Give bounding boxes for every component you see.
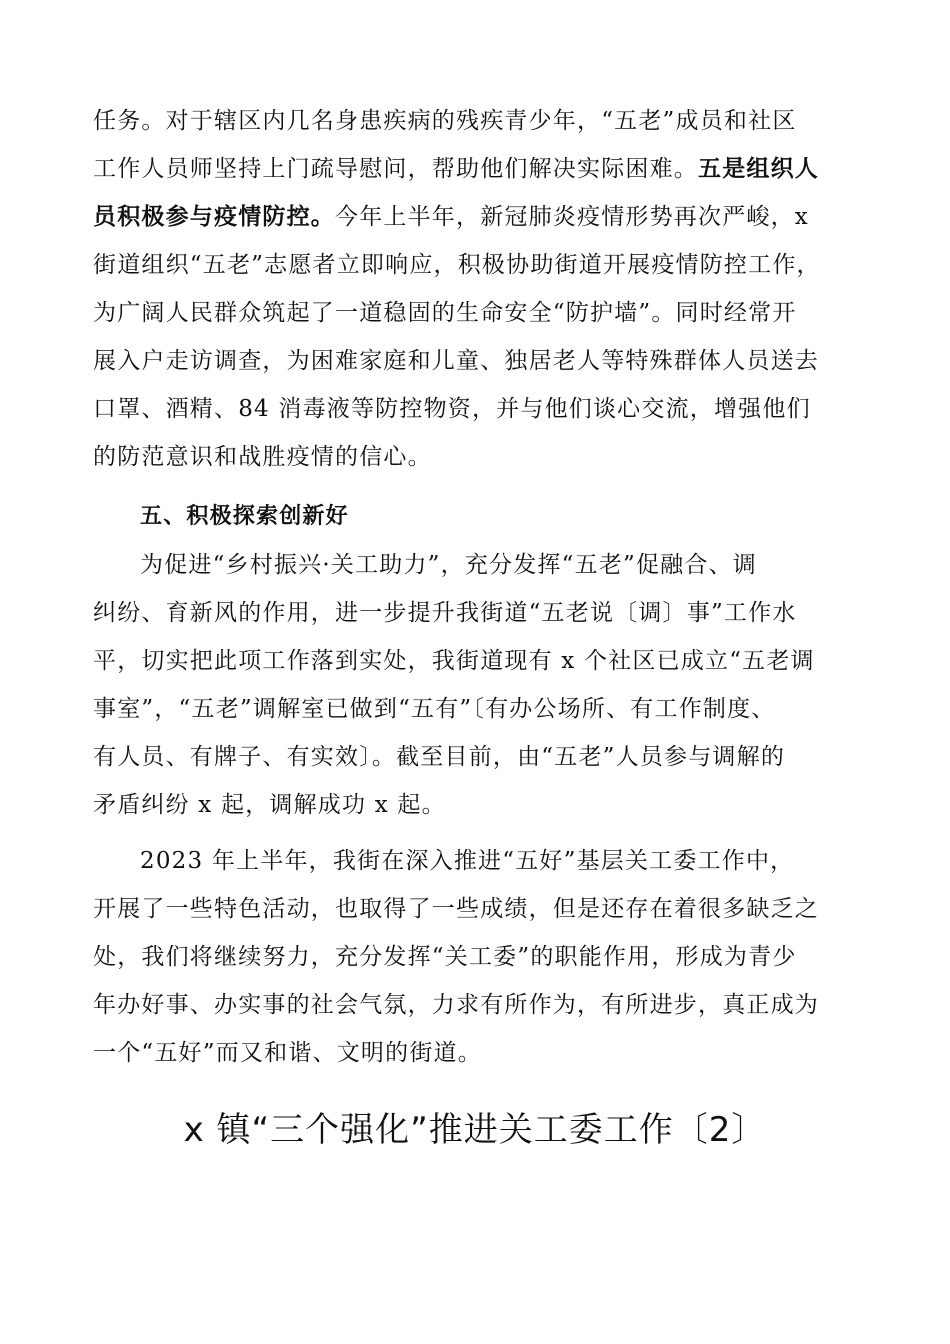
body-line xyxy=(93,646,815,676)
body-line xyxy=(93,106,797,136)
text-run: 任务。对于辖区内几名身患疾病的残疾青少年，“五老”成员和社区 xyxy=(93,108,797,134)
body-line xyxy=(140,550,757,580)
body-line xyxy=(93,346,819,376)
body-line xyxy=(93,598,797,628)
text-run: 处，我们将继续努力，充分发挥“关工委”的职能作用，形成为青少 xyxy=(93,944,797,970)
body-line xyxy=(93,1038,482,1068)
text-run: 开展了一些特色活动，也取得了一些成绩，但是还存在着很多缺乏之 xyxy=(93,896,819,922)
body-line xyxy=(93,742,785,772)
text-run: 的防范意识和战胜疫情的信心。 xyxy=(93,444,432,470)
text-run: 2023 年上半年，我街在深入推进“五好”基层关工委工作中， xyxy=(140,848,795,874)
body-line xyxy=(93,942,797,972)
text-run: 展入户走访调查，为困难家庭和儿童、独居老人等特殊群体人员送去 xyxy=(93,348,819,374)
body-line xyxy=(93,790,446,820)
body-line xyxy=(93,154,819,184)
body-line xyxy=(140,846,794,876)
body-line xyxy=(93,250,821,280)
text-run: 纠纷、育新风的作用，进一步提升我街道“五老说〔调〕事”工作水 xyxy=(93,600,797,626)
section-heading: 五、积极探索创新好 xyxy=(140,504,349,529)
text-run: 一个“五好”而又和谐、文明的街道。 xyxy=(93,1040,482,1066)
text-run: 今年上半年，新冠肺炎疫情形势再次严峻，x xyxy=(335,204,809,230)
body-line xyxy=(93,298,797,328)
bold-text-run: 员积极参与疫情防控。 xyxy=(93,203,335,230)
text-run: 年办好事、办实事的社会气氛，力求有所作为，有所进步，真正成为 xyxy=(93,992,819,1018)
text-run: 街道组织“五老”志愿者立即响应，积极协助街道开展疫情防控工作， xyxy=(93,252,821,278)
body-line xyxy=(93,894,819,924)
text-run: 有人员、有牌子、有实效〕。截至目前，由“五老”人员参与调解的 xyxy=(93,744,786,770)
text-run: 为促进“乡村振兴·关工助力”，充分发挥“五老”促融合、调 xyxy=(140,552,757,578)
bold-text-run: 五是组织人 xyxy=(698,155,819,182)
text-run: 平，切实把此项工作落到实处，我街道现有 x 个社区已成立“五老调 xyxy=(93,648,815,674)
body-line xyxy=(93,202,809,232)
body-line xyxy=(93,442,432,472)
body-line xyxy=(93,694,776,724)
body-line xyxy=(93,394,811,424)
text-run: 矛盾纠纷 x 起，调解成功 x 起。 xyxy=(93,792,446,818)
document-title: x 镇“三个强化”推进关工委工作〔2〕 xyxy=(183,1110,767,1150)
text-run: 为广阔人民群众筑起了一道稳固的生命安全“防护墙”。同时经常开 xyxy=(93,300,797,326)
text-run: 口罩、酒精、84 消毒液等防控物资，并与他们谈心交流，增强他们 xyxy=(93,396,811,422)
text-run: 工作人员师坚持上门疏导慰问，帮助他们解决实际困难。 xyxy=(93,156,698,182)
text-run: 事室”，“五老”调解室已做到“五有”〔有办公场所、有工作制度、 xyxy=(93,696,776,722)
body-line xyxy=(93,990,819,1020)
